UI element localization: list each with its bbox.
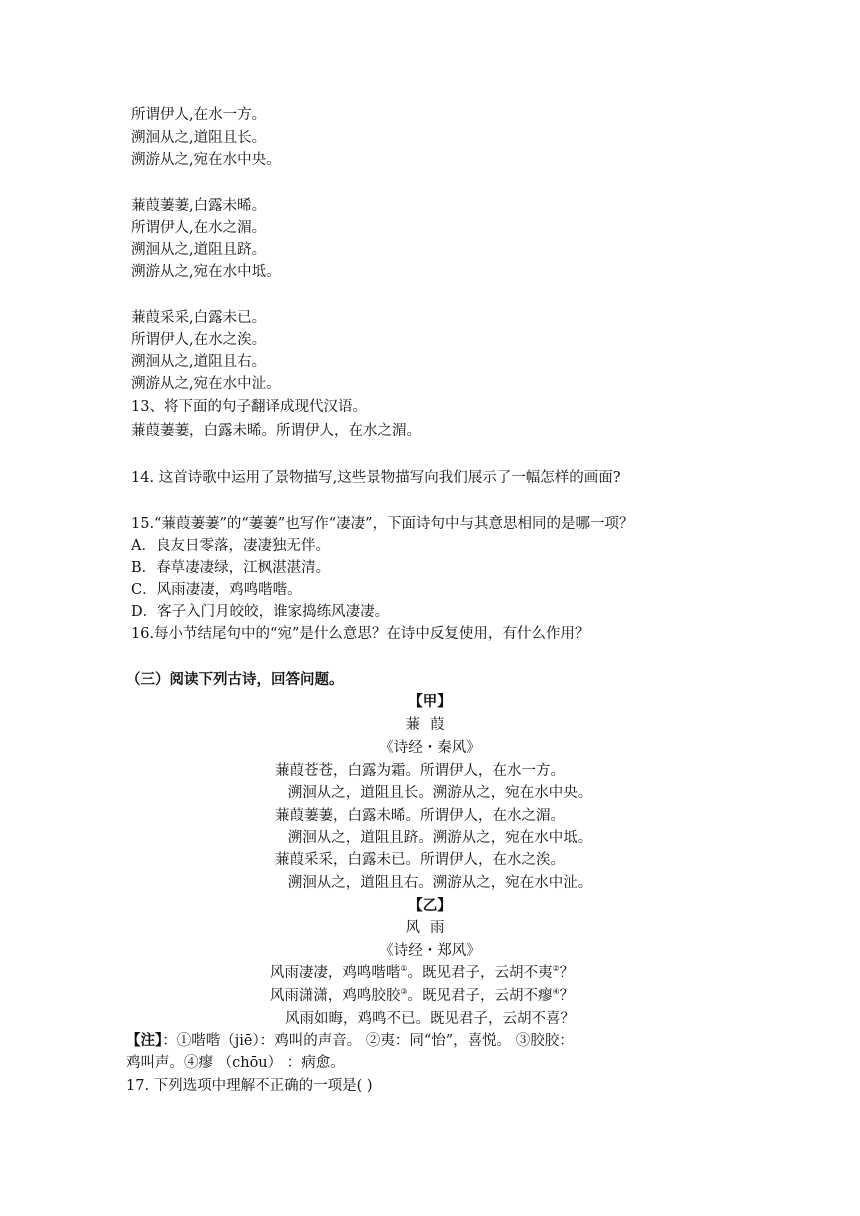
footnote-marker: ③: [400, 987, 408, 997]
note-line: [126, 1030, 574, 1052]
footnote-marker: ④: [552, 987, 560, 997]
poem-line: 蒹葭萋萋,白露未晞。: [131, 198, 267, 214]
question-15: 15.“蒹葭萋萋”的“萋萋”也写作“凄凄”，下面诗句中与其意思相同的是哪一项？: [131, 516, 634, 532]
poem-line: 所谓伊人,在水一方。: [131, 107, 267, 123]
poem-jia-title: 蒹葭: [405, 717, 455, 733]
poem-line: 溯游从之,宛在水中坻。: [131, 264, 281, 280]
poem-line: 溯洄从之,道阻且右。: [131, 354, 267, 370]
poem-line: 蒹葭采采,白露未已。: [131, 310, 267, 326]
poem-yi-line-text: ？: [559, 965, 575, 981]
question-15-option-d: D．客子入门月皎皎，谁家捣练风凄凄。: [131, 604, 390, 620]
question-15-option-b: B．春草凄凄绿，江枫湛湛清。: [131, 560, 331, 576]
poem-jia-line: 蒹葭萋萋，白露未晞。所谓伊人，在水之湄。: [275, 808, 565, 824]
question-13-sentence: 蒹葭萋萋，白露未晞。所谓伊人，在水之湄。: [131, 423, 421, 439]
poem-yi-label: 【乙】: [408, 897, 452, 914]
note-text: ：①喈喈（jiē）：鸡叫的声音。 ②夷：同“怡”，喜悦。 ③胶胶：: [162, 1033, 574, 1049]
poem-yi-line-text: 。既见君子，云胡不夷: [407, 965, 553, 981]
poem-yi-line-text: 风雨凄凄，鸡鸣喈喈: [269, 965, 401, 981]
poem-jia-line: 溯洄从之，道阻且跻。溯游从之，宛在水中坻。: [287, 830, 593, 846]
poem-jia-line: 蒹葭苍苍，白露为霜。所谓伊人，在水一方。: [275, 763, 565, 779]
poem-jia-line: 溯洄从之，道阻且右。溯游从之，宛在水中沚。: [287, 875, 593, 891]
poem-jia-source: 《诗经・秦风》: [379, 740, 481, 756]
note-label: 【注】: [126, 1032, 163, 1049]
footnote-marker: ②: [552, 964, 560, 974]
poem-yi-line-text: 风雨潇潇，鸡鸣胶胶: [269, 988, 401, 1004]
poem-yi-line: [0, 962, 852, 984]
question-15-option-c: C．风雨凄凄，鸡鸣喈喈。: [131, 582, 302, 598]
poem-jia-line: 蒹葭采采，白露未已。所谓伊人，在水之涘。: [275, 852, 565, 868]
question-16: 16.每小节结尾句中的“宛”是什么意思？在诗中反复使用，有什么作用？: [131, 626, 590, 642]
question-13-title: 13、将下面的句子翻译成现代汉语。: [131, 399, 367, 415]
poem-line: 溯游从之,宛在水中央。: [131, 152, 281, 168]
question-15-option-a: A．良友日零落，凄凄独无伴。: [131, 538, 330, 554]
poem-line: 所谓伊人,在水之湄。: [131, 220, 267, 236]
poem-line: 溯洄从之,道阻且跻。: [131, 242, 267, 258]
poem-yi-line: [0, 985, 852, 1007]
poem-yi-line: 风雨如晦，鸡鸣不已。既见君子，云胡不喜？: [285, 1011, 575, 1027]
note-line-2: 鸡叫声。④瘳 （chōu） ：病愈。: [126, 1055, 345, 1071]
poem-jia-line: 溯洄从之，道阻且长。溯游从之，宛在水中央。: [287, 785, 593, 801]
question-14: 14. 这首诗歌中运用了景物描写,这些景物描写向我们展示了一幅怎样的画面?: [131, 470, 621, 486]
footnote-marker: ①: [400, 964, 408, 974]
section-3-heading: （三）阅读下列古诗，回答问题。: [126, 671, 344, 688]
poem-line: 溯洄从之,道阻且长。: [131, 130, 267, 146]
poem-line: 溯游从之,宛在水中沚。: [131, 376, 281, 392]
poem-line: 所谓伊人,在水之涘。: [131, 332, 267, 348]
poem-yi-title: 风雨: [405, 920, 455, 936]
poem-jia-label: 【甲】: [408, 693, 452, 710]
poem-yi-line-text: 。既见君子，云胡不瘳: [407, 988, 553, 1004]
poem-yi-line-text: ？: [559, 988, 575, 1004]
poem-yi-source: 《诗经・郑风》: [379, 943, 481, 959]
question-17: 17. 下列选项中理解不正确的一项是( ): [126, 1078, 373, 1094]
